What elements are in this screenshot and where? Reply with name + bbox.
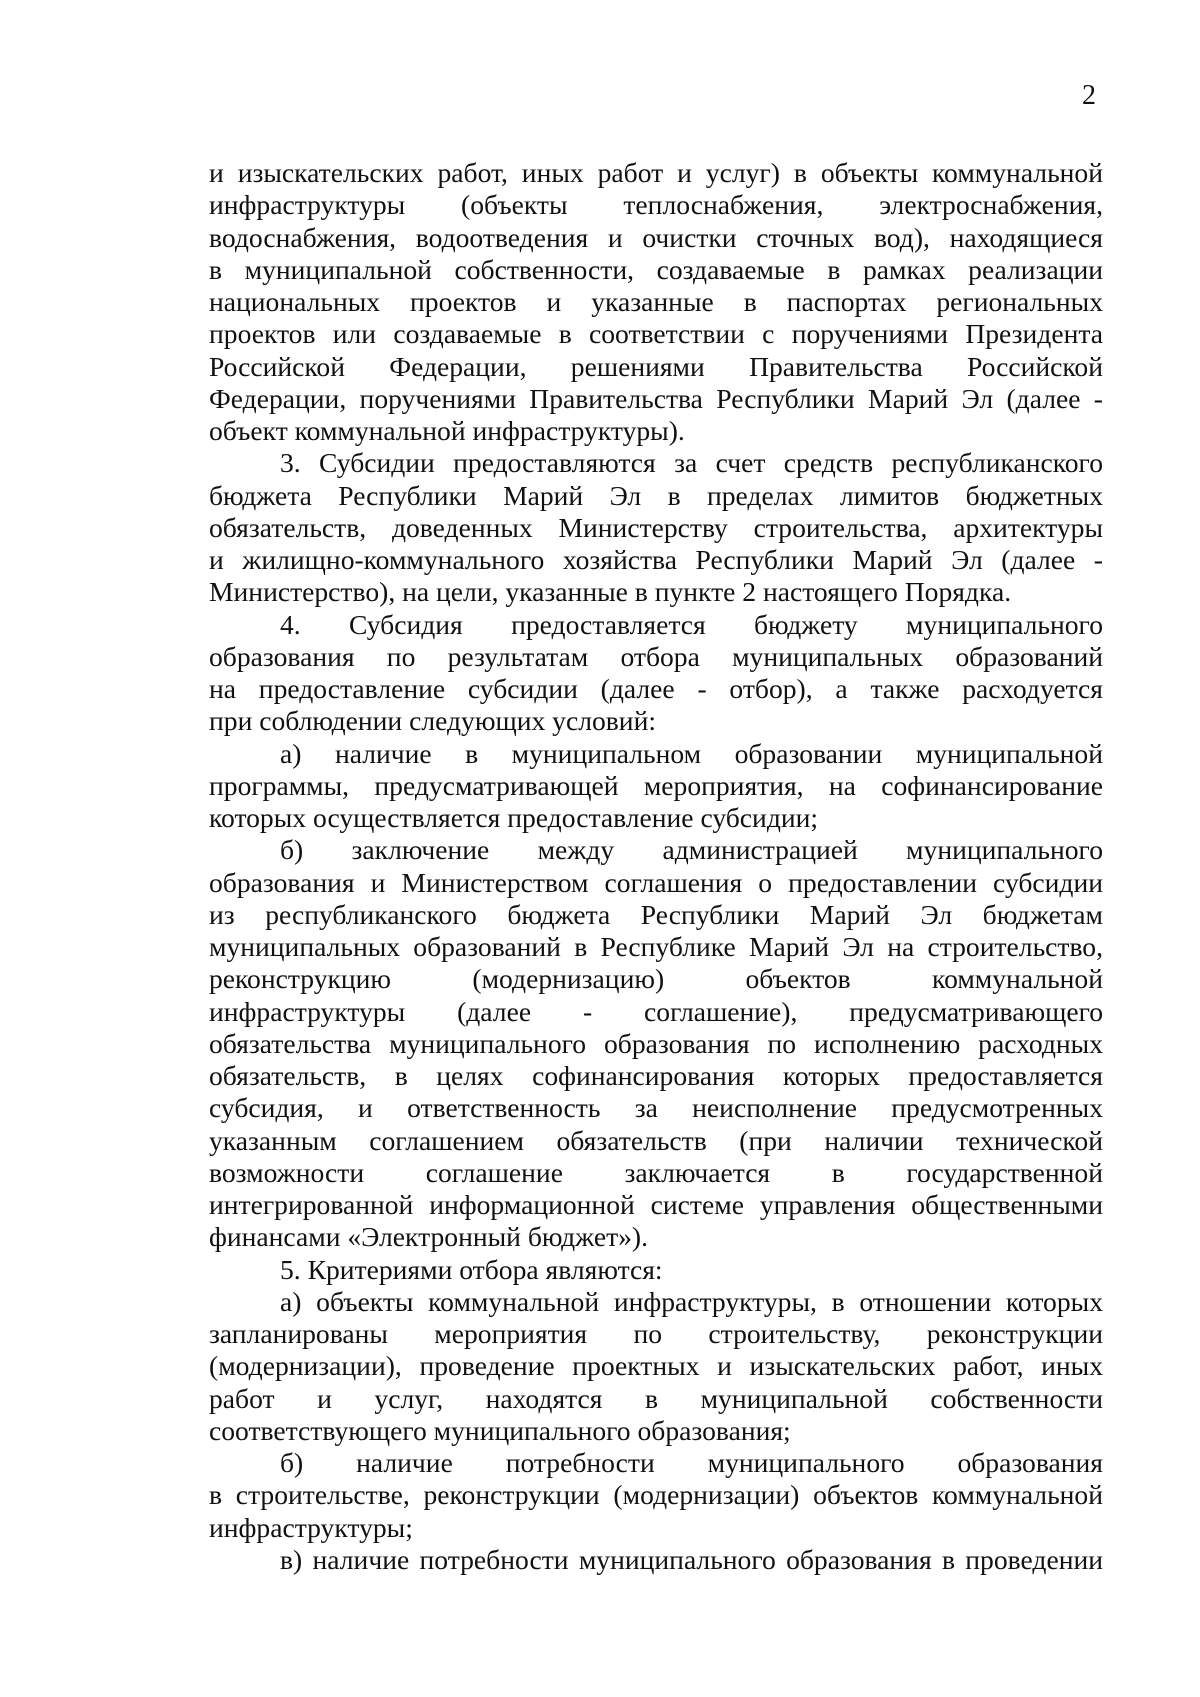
text-line: в строительстве, реконструкции (модернизации) объектов коммунальной (209, 1479, 1103, 1511)
text-line: б) наличие потребности муниципального образования (280, 1447, 1103, 1478)
text-line: интегрированной информационной системе управления общественными (209, 1189, 1103, 1220)
text-line: проектов или создаваемые в соответствии с поручениями Президента (209, 318, 1103, 350)
page-number: 2 (1082, 80, 1096, 111)
text-line: инфраструктуры (далее - соглашение), предусматривающего (209, 995, 1103, 1027)
text-line: бюджета Республики Марий Эл в пределах лимитов бюджетных (209, 479, 1103, 511)
text-line: субсидия, и ответственность за неисполнение предусмотренных (209, 1092, 1103, 1124)
text-line: б) заключение между администрацией муниципального (280, 834, 1103, 866)
text-line: водоснабжения, водоотведения и очистки сточных вод), находящиеся (209, 221, 1103, 253)
text-line: образования и Министерством соглашения о предоставлении субсидии (209, 866, 1103, 898)
text-line: Федерации, поручениями Правительства Республики Марий Эл (далее - (209, 382, 1103, 414)
text-line: и жилищно-коммунального хозяйства Республики Марий Эл (далее - (209, 544, 1103, 575)
paragraph (209, 609, 1103, 738)
text-line: Российской Федерации, решениями Правительства Российской (209, 350, 1103, 382)
paragraph (209, 1254, 1103, 1286)
text-line: обязательств, доведенных Министерству строительства, архитектуры (209, 511, 1103, 543)
text-line: Министерство), на цели, указанные в пункте 2 настоящего Порядка. (209, 576, 1012, 608)
text-line: обязательств, в целях софинансирования которых предоставляется (209, 1060, 1103, 1091)
text-line: 3. Субсидии предоставляются за счет средств республиканского (280, 447, 1103, 479)
text-line: и изыскательских работ, иных работ и услуг) в объекты коммунальной (209, 157, 1103, 188)
text-line: указанным соглашением обязательств (при наличии технической (209, 1124, 1103, 1156)
paragraph (209, 1286, 1103, 1447)
text-line: в муниципальной собственности, создаваемые в рамках реализации (209, 253, 1103, 285)
text-line: 4. Субсидия предоставляется бюджету муниципального (280, 608, 1103, 640)
text-line: из республиканского бюджета Республики Марий Эл бюджетам (209, 898, 1103, 930)
text-line: при соблюдении следующих условий: (209, 705, 656, 737)
text-line: инфраструктуры (объекты теплоснабжения, электроснабжения, (209, 189, 1103, 221)
text-line: а) объекты коммунальной инфраструктуры, в отношении которых (280, 1285, 1103, 1317)
text-line: соответствующего муниципального образования; (209, 1414, 791, 1446)
text-line: 5. Критериями отбора являются: (280, 1253, 663, 1285)
text-line: обязательства муниципального образования по исполнению расходных (209, 1027, 1103, 1059)
text-line: национальных проектов и указанные в паспортах региональных (209, 286, 1103, 317)
text-line: (модернизации), проведение проектных и изыскательских работ, иных (209, 1350, 1103, 1382)
text-line: работ и услуг, находятся в муниципальной собственности (209, 1382, 1103, 1414)
paragraph (209, 834, 1103, 1253)
text-line: объект коммунальной инфраструктуры). (209, 415, 685, 446)
text-line: образования по результатам отбора муниципальных образований (209, 640, 1103, 672)
paragraph (209, 447, 1103, 608)
paragraph (209, 157, 1103, 447)
paragraph (209, 738, 1103, 835)
text-line: которых осуществляется предоставление субсидии; (209, 802, 819, 833)
text-line: на предоставление субсидии (далее - отбор), а также расходуется (209, 673, 1103, 704)
text-line: реконструкцию (модернизацию) объектов коммунальной (209, 963, 1103, 995)
paragraph (209, 1544, 1103, 1576)
paragraph (209, 1447, 1103, 1544)
text-line: муниципальных образований в Республике Марий Эл на строительство, (209, 931, 1103, 962)
text-line: программы, предусматривающей мероприятия, на софинансирование (209, 769, 1103, 801)
text-line: а) наличие в муниципальном образовании муниципальной (280, 737, 1103, 769)
text-line: инфраструктуры; (209, 1511, 413, 1543)
text-line: финансами «Электронный бюджет»). (209, 1221, 649, 1253)
document-body (209, 157, 1103, 1576)
text-line: в) наличие потребности муниципального образования в проведении (280, 1543, 1103, 1575)
text-line: возможности соглашение заключается в государственной (209, 1156, 1103, 1188)
text-line: запланированы мероприятия по строительству, реконструкции (209, 1318, 1103, 1349)
